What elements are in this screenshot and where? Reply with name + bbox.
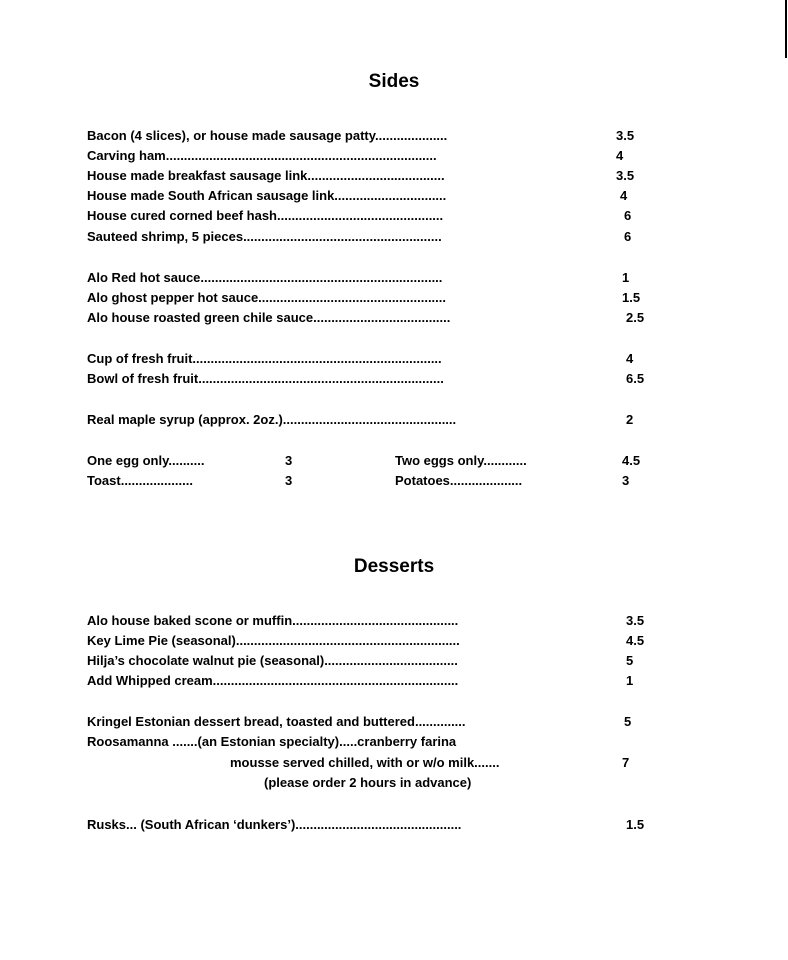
sides-item-price: 1.5 [622,290,641,305]
roosamanna-line: mousse served chilled, with or w/o milk....... [230,755,500,770]
desserts-item-price: 5 [624,714,632,729]
combo-price: 3 [285,453,293,468]
sides-item-price: 3.5 [616,168,635,183]
sides-item-label: Sauteed shrimp, 5 pieces....................................................... [87,229,442,244]
sides-item-label: Alo house roasted green chile sauce...................................... [87,310,451,325]
sides-item-price: 2 [626,412,634,427]
desserts-item-label: Kringel Estonian dessert bread, toasted and buttered.............. [87,714,466,729]
desserts-item-price: 5 [626,653,634,668]
sides-item-label: House cured corned beef hash.............................................. [87,208,444,223]
desserts-item-label: Key Lime Pie (seasonal).............................................................. [87,633,460,648]
sides-item-price: 1 [622,270,630,285]
desserts-item-label: Hilja’s chocolate walnut pie (seasonal)..................................... [87,653,458,668]
combo-label: Potatoes.................... [395,473,523,488]
sides-item-label: Cup of fresh fruit..................................................................... [87,351,442,366]
combo-price: 3 [622,473,630,488]
roosamanna-price: 7 [622,755,630,770]
sides-item-label: Alo Red hot sauce................................................................... [87,270,443,285]
sides-item-label: Bowl of fresh fruit.................................................................... [87,371,444,386]
sides-item-label: Carving ham........................................................................... [87,148,437,163]
desserts-heading: Desserts [353,556,435,577]
sides-item-price: 6 [624,229,632,244]
roosamanna-note: (please order 2 hours in advance) [264,775,472,790]
combo-label: Two eggs only............ [395,453,527,468]
rusks-label: Rusks... (South African ‘dunkers’).............................................. [87,817,462,832]
sides-item-price: 6 [624,208,632,223]
sides-item-price: 3.5 [616,128,635,143]
combo-price: 4.5 [622,453,641,468]
sides-item-label: House made South African sausage link............................... [87,188,447,203]
sides-item-price: 4 [626,351,634,366]
desserts-item-price: 4.5 [626,633,645,648]
sides-item-label: Alo ghost pepper hot sauce.................................................... [87,290,446,305]
sides-item-label: House made breakfast sausage link...................................... [87,168,445,183]
combo-label: Toast.................... [87,473,193,488]
sides-item-label: Real maple syrup (approx. 2oz.)................................................ [87,412,457,427]
roosamanna-line: Roosamanna .......(an Estonian specialty).....cranberry farina [87,734,457,749]
sides-item-price: 4 [620,188,628,203]
rusks-price: 1.5 [626,817,645,832]
desserts-item-label: Alo house baked scone or muffin.............................................. [87,613,459,628]
sides-item-price: 4 [616,148,624,163]
combo-label: One egg only.......... [87,453,205,468]
sides-heading: Sides [368,71,420,92]
combo-price: 3 [285,473,293,488]
page-edge-line [785,0,787,58]
desserts-item-price: 1 [626,673,634,688]
desserts-item-price: 3.5 [626,613,645,628]
sides-item-price: 6.5 [626,371,645,386]
sides-item-price: 2.5 [626,310,645,325]
sides-item-label: Bacon (4 slices), or house made sausage patty.................... [87,128,448,143]
desserts-item-label: Add Whipped cream.................................................................... [87,673,459,688]
